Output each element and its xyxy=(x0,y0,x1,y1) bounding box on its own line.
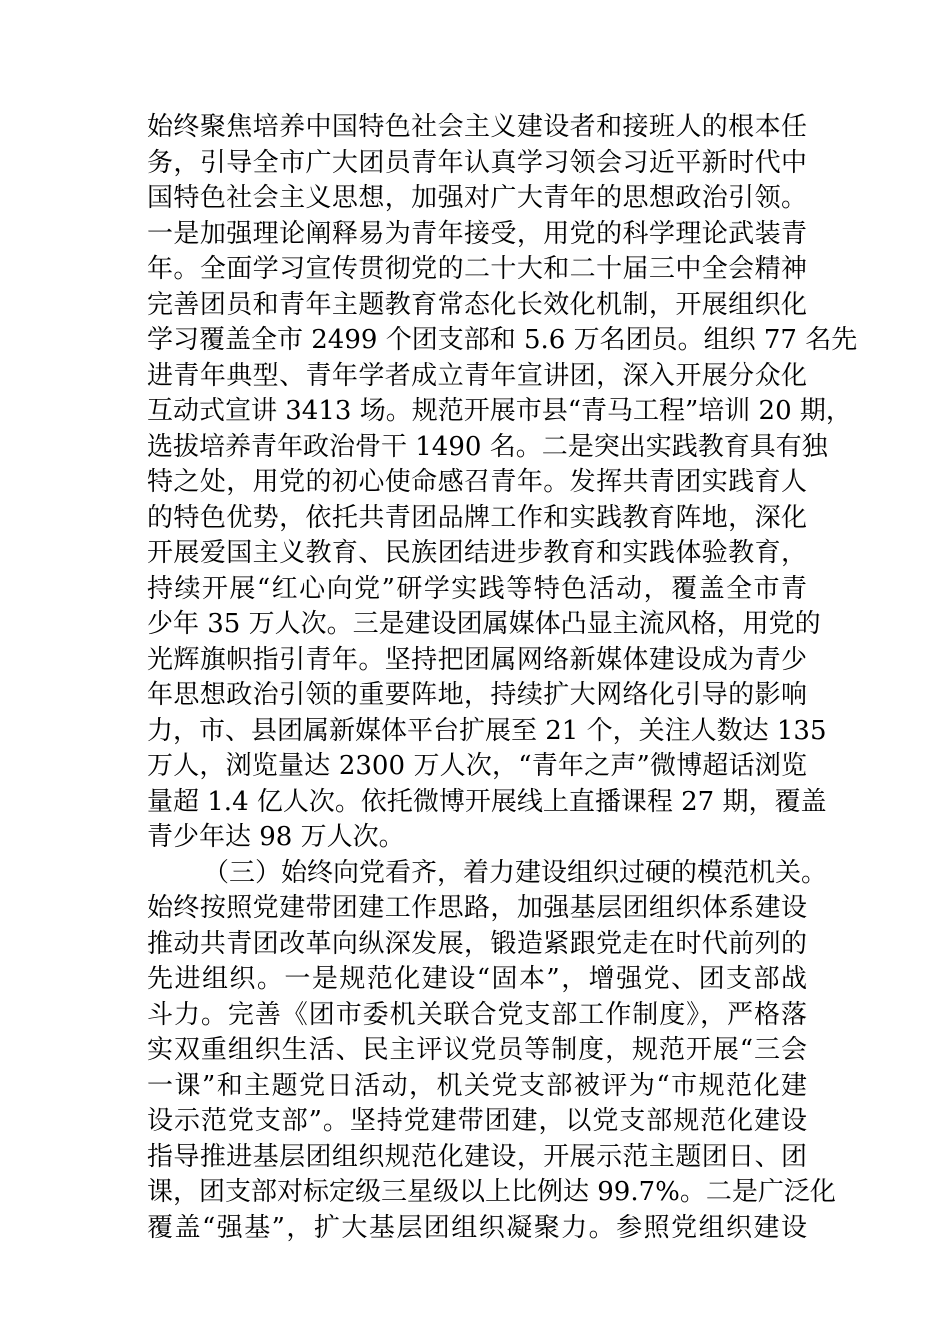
text-line: 青少年达 98 万人次。 xyxy=(147,822,405,852)
document-body xyxy=(147,110,858,1246)
text-line: 设示范党支部”。坚持党建带团建，以党支部规范化建设 xyxy=(147,1106,807,1136)
text-line: 覆盖“强基”，扩大基层团组织凝聚力。参照党组织建设 xyxy=(147,1212,807,1243)
text-line: 课，团支部对标定级三星级以上比例达 99.7%。二是广泛化 xyxy=(147,1177,836,1207)
text-line: 一课”和主题党日活动，机关党支部被评为“市规范化建 xyxy=(147,1070,807,1101)
text-line: 光辉旗帜指引青年。坚持把团属网络新媒体建设成为青少 xyxy=(147,644,807,675)
text-line: 始终聚焦培养中国特色社会主义建设者和接班人的根本任 xyxy=(147,112,807,142)
text-line: 开展爱国主义教育、民族团结进步教育和实践体验教育， xyxy=(147,538,807,568)
text-line: 年。全面学习宣传贯彻党的二十大和二十届三中全会精神 xyxy=(147,254,807,284)
text-line: 实双重组织生活、民主评议党员等制度，规范开展“三会 xyxy=(147,1035,807,1065)
text-line: 始终按照党建带团建工作思路，加强基层团组织体系建设 xyxy=(147,893,807,923)
text-line: 特之处，用党的初心使命感召青年。发挥共青团实践育人 xyxy=(147,467,807,497)
text-line: 互动式宣讲 3413 场。规范开展市县“青马工程”培训 20 期， xyxy=(147,396,852,426)
text-line: 量超 1.4 亿人次。依托微博开展线上直播课程 27 期，覆盖 xyxy=(147,786,827,817)
text-line: 斗力。完善《团市委机关联合党支部工作制度》，严格落 xyxy=(147,999,807,1030)
section-heading: （三）始终向党看齐，着力建设组织过硬的模范机关。 xyxy=(203,857,828,888)
text-line: 持续开展“红心向党”研学实践等特色活动，覆盖全市青 xyxy=(147,573,807,604)
text-line: 少年 35 万人次。三是建设团属媒体凸显主流风格，用党的 xyxy=(147,609,821,639)
text-line: 先进组织。一是规范化建设“固本”，增强党、团支部战 xyxy=(147,964,807,994)
text-line: 国特色社会主义思想，加强对广大青年的思想政治引领。 xyxy=(147,183,807,213)
text-line: 的特色优势，依托共青团品牌工作和实践教育阵地，深化 xyxy=(147,502,807,533)
text-line: 年思想政治引领的重要阵地，持续扩大网络化引导的影响 xyxy=(147,680,807,710)
text-line: 选拔培养青年政治骨干 1490 名。二是突出实践教育具有独 xyxy=(147,431,828,462)
text-line: 一是加强理论阐释易为青年接受，用党的科学理论武装青 xyxy=(147,218,807,249)
text-line: 推动共青团改革向纵深发展，锻造紧跟党走在时代前列的 xyxy=(147,928,807,959)
text-line: 力，市、县团属新媒体平台扩展至 21 个，关注人数达 135 xyxy=(147,715,827,746)
text-line: 万人，浏览量达 2300 万人次，“青年之声”微博超话浏览 xyxy=(147,751,807,781)
text-line: 完善团员和青年主题教育常态化长效化机制，开展组织化 xyxy=(147,289,807,320)
text-line: 进青年典型、青年学者成立青年宣讲团，深入开展分众化 xyxy=(147,360,807,391)
text-line: 务，引导全市广大团员青年认真学习领会习近平新时代中 xyxy=(147,147,807,178)
text-line: 指导推进基层团组织规范化建设，开展示范主题团日、团 xyxy=(147,1141,807,1172)
text-line: 学习覆盖全市 2499 个团支部和 5.6 万名团员。组织 77 名先 xyxy=(147,325,858,355)
